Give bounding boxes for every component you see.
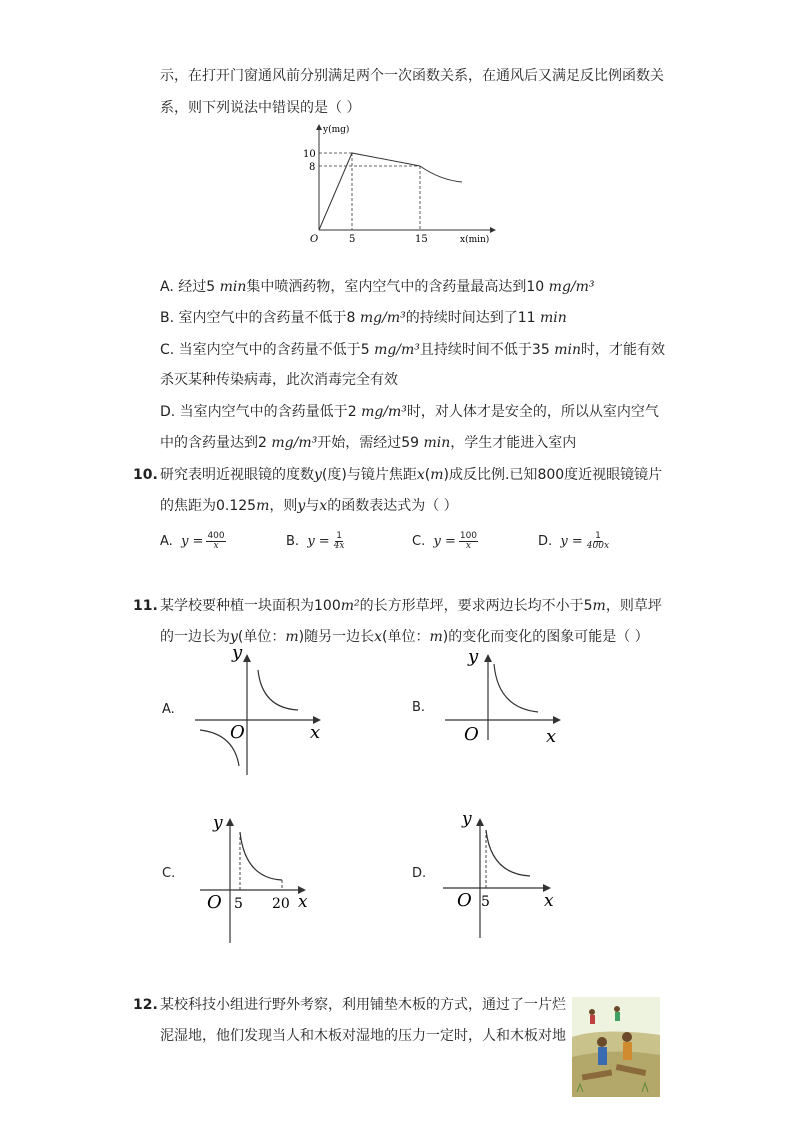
q9-tick-5: 5 [349, 234, 356, 245]
q9-opt-d-u1: mg/m³ [361, 404, 407, 420]
q11-graph-d[interactable] [440, 808, 565, 943]
q9-opt-a-n2: 10 [526, 279, 545, 295]
q11-graph-c-label[interactable]: C. [162, 866, 176, 881]
q11-l2-u2: m [429, 629, 443, 645]
q9-opt-c-u2: min [554, 342, 581, 358]
q10-l1-v3: m [430, 467, 444, 483]
q11-b-x: x [546, 726, 557, 747]
q11-a-x: x [310, 722, 321, 743]
q10-option-c[interactable] [412, 532, 478, 552]
q10-l1-p3: ( [424, 467, 431, 483]
q9-opt-d2-n1: 2 [258, 435, 267, 451]
q10-number: 10. [133, 467, 158, 483]
q9-tick-8: 8 [309, 162, 316, 173]
q9-opt-b-prefix: B. 室内空气中的含药量不低于 [160, 310, 347, 326]
q9-opt-a-u1: min [219, 279, 247, 295]
q11-c-x: x [298, 892, 308, 912]
q10-opt-b-num: 1 [336, 531, 342, 541]
q11-graph-a[interactable] [190, 640, 330, 780]
q9-inverse-curve [420, 166, 462, 182]
q9-x-arrow [490, 227, 496, 233]
q9-opt-d2-u1: mg/m³ [271, 435, 318, 451]
q9-opt-b-n1: 8 [346, 310, 356, 326]
q9-opt-b-u1: mg/m³ [359, 310, 406, 326]
q10-opt-b-lhs: y = [307, 534, 330, 549]
q9-option-b[interactable] [160, 308, 567, 328]
q10-opt-a-label: A. [160, 534, 173, 549]
q11-b-y: y [468, 646, 479, 667]
q10-l2-p1: 的焦距为 [160, 498, 216, 514]
q9-option-d-line2 [160, 433, 576, 453]
q9-x-label: x(min) [460, 235, 490, 245]
q10-opt-c-num: 100 [459, 531, 478, 541]
q10-opt-a-den: x [213, 541, 219, 551]
q11-l1-p3: ，则草坪 [605, 598, 662, 614]
q11-d-y: y [462, 809, 472, 829]
q10-l1-p1: 研究表明近视眼镜的度数 [160, 467, 314, 483]
q12-line2: 泥湿地，他们发现当人和木板对湿地的压力一定时，人和木板对地 [160, 1028, 566, 1044]
q11-l2-v1: y [230, 629, 238, 645]
q9-opt-c-suffix: 时，才能有效 [580, 342, 665, 358]
q9-tick-15: 15 [415, 234, 428, 245]
q9-opt-c-u1: mg/m³ [374, 342, 420, 358]
q9-linear-segments [319, 153, 420, 230]
q11-a-origin: O [230, 722, 245, 743]
q9-opt-a-u2: mg/m³ [548, 279, 595, 295]
q10-l1-v2: x [416, 467, 425, 483]
q10-opt-c-label: C. [412, 534, 426, 549]
q11-d-tick-5: 5 [481, 894, 490, 910]
q11-l1-u2: m [592, 598, 606, 614]
q11-c-tick-5: 5 [234, 896, 243, 912]
q11-graph-b[interactable] [440, 640, 570, 750]
q11-c-y: y [213, 813, 223, 833]
q9-opt-d2-prefix: 中的含药量达到 [160, 435, 258, 451]
q9-opt-d-n1: 2 [347, 404, 357, 420]
q11-d-y-arrow [476, 818, 484, 826]
q9-opt-a-mid: 集中喷洒药物，室内空气中的含药量最高达到 [246, 279, 527, 295]
q9-opt-c-mid: 且持续时间不低于 [419, 342, 532, 358]
q10-l1-p4: )成反比例.已知 [443, 467, 538, 483]
q10-option-d[interactable] [538, 532, 610, 552]
q9-opt-d-prefix: D. 当室内空气中的含药量低于 [160, 404, 348, 420]
q11-b-curve [494, 664, 538, 712]
q9-opt-d2-n2: 59 [401, 435, 420, 451]
q10-line1 [160, 465, 662, 485]
q11-a-y: y [232, 642, 243, 663]
q10-opt-b-label: B. [286, 534, 300, 549]
q12-line1: 某校科技小组进行野外考察，利用铺垫木板的方式，通过了一片烂 [160, 997, 566, 1013]
q11-a-y-arrow [243, 654, 251, 662]
q11-l2-u1: m [285, 629, 299, 645]
q9-intro-line2: 系，则下列说法中错误的是（ ） [160, 100, 361, 116]
q10-opt-a-lhs: y = [181, 534, 204, 549]
q11-l2-p1: 的一边长为 [160, 629, 230, 645]
q11-l2-p4: (单位： [382, 629, 430, 645]
q9-tick-10: 10 [303, 149, 316, 160]
q11-l1-n1: 100 [314, 598, 341, 614]
q9-opt-c-n2: 35 [531, 342, 550, 358]
q9-opt-c-n1: 5 [360, 342, 370, 358]
q9-option-c-line2: 杀灭某种传染病毒，此次消毒完全有效 [160, 372, 398, 388]
q10-opt-d-label: D. [538, 534, 553, 549]
q10-l2-u1: m [256, 498, 270, 514]
q9-opt-b-n2: 11 [517, 310, 536, 326]
q10-l1-v1: y [314, 467, 322, 483]
q9-opt-d2-suffix: ，学生才能进入室内 [450, 435, 577, 451]
q11-c-origin: O [207, 892, 222, 913]
q11-graph-a-label[interactable]: A. [162, 702, 175, 717]
q9-graph [300, 120, 500, 245]
q11-b-y-arrow [484, 654, 492, 662]
q10-opt-d-den: 400x [586, 541, 610, 551]
q9-option-d[interactable] [160, 402, 659, 422]
q11-l2-p5: )的变化而变化的图象可能是（ ） [442, 629, 649, 645]
q11-b-x-arrow [553, 716, 561, 724]
q11-l2-v2: x [374, 629, 383, 645]
q11-l2-p2: (单位： [237, 629, 286, 645]
q11-graph-d-label[interactable]: D. [412, 866, 427, 881]
q10-opt-b-den: 4x [333, 541, 345, 551]
q9-intro-line1: 示，在打开门窗通风前分别满足两个一次函数关系，在通风后又满足反比例函数关 [160, 68, 664, 84]
q11-l2-p3: )随另一边长 [298, 629, 375, 645]
q11-number: 11. [133, 598, 158, 614]
q9-opt-d-suffix: 时，对人体才是安全的，所以从室内空气 [406, 404, 659, 420]
q11-l1-p1: 某学校要种植一块面积为 [160, 598, 314, 614]
q10-l1-n1: 800 [537, 467, 565, 483]
q10-opt-c-den: x [465, 541, 471, 551]
q9-opt-b-mid: 的持续时间达到了 [405, 310, 518, 326]
q10-opt-d-lhs: y = [560, 534, 583, 549]
q10-l2-p2: ，则 [269, 498, 298, 514]
q12-wetland-illustration [572, 997, 660, 1097]
q11-l1-n2: 5 [583, 598, 593, 614]
q11-b-origin: O [464, 724, 479, 745]
q9-y-arrow [316, 124, 322, 130]
q9-origin: O [310, 234, 319, 245]
q9-opt-c-prefix: C. 当室内空气中的含药量不低于 [160, 342, 361, 358]
q9-opt-a-n1: 5 [206, 279, 216, 295]
q10-opt-a-num: 400 [207, 531, 225, 541]
q10-option-b[interactable] [286, 532, 346, 552]
q10-l2-p3: 与 [305, 498, 320, 514]
q11-c-tick-20: 20 [272, 896, 290, 912]
q10-l2-v1: y [297, 498, 306, 514]
q11-d-x: x [544, 891, 554, 911]
q11-l1-u1: m² [340, 598, 360, 614]
q9-opt-d2-mid: 开始，需经过 [317, 435, 402, 451]
q10-l2-p4: 的函数表达式为（ ） [327, 498, 458, 514]
q9-option-c[interactable] [160, 340, 665, 360]
q10-l2-v2: x [319, 498, 328, 514]
q11-d-origin: O [457, 890, 472, 911]
q10-l2-n1: 0.125 [216, 498, 257, 514]
q9-opt-a-prefix: A. 经过 [160, 279, 207, 295]
q11-d-curve [486, 830, 530, 876]
q10-option-a[interactable] [160, 532, 226, 552]
q9-option-a[interactable] [160, 277, 595, 297]
q9-y-label: y(mg) [323, 125, 350, 135]
q12-number: 12. [133, 997, 158, 1013]
q11-l1-p2: 的长方形草坪，要求两边长均不小于 [359, 598, 584, 614]
q11-c-y-arrow [226, 818, 234, 826]
q11-graph-b-label[interactable]: B. [412, 700, 426, 715]
q11-a-curve-q1 [258, 670, 298, 710]
q10-l1-p2: (度)与镜片焦距 [321, 467, 417, 483]
q10-line2 [160, 496, 458, 516]
q11-line1 [160, 596, 662, 616]
q9-opt-d2-u2: min [423, 435, 451, 451]
q11-c-curve [240, 832, 282, 880]
q10-opt-c-lhs: y = [433, 534, 456, 549]
q11-graph-c[interactable] [195, 808, 320, 948]
q10-l1-p5: 度近视眼镜镜片 [564, 467, 663, 483]
q9-opt-b-u2: min [540, 310, 567, 326]
q10-opt-d-num: 1 [595, 531, 601, 541]
